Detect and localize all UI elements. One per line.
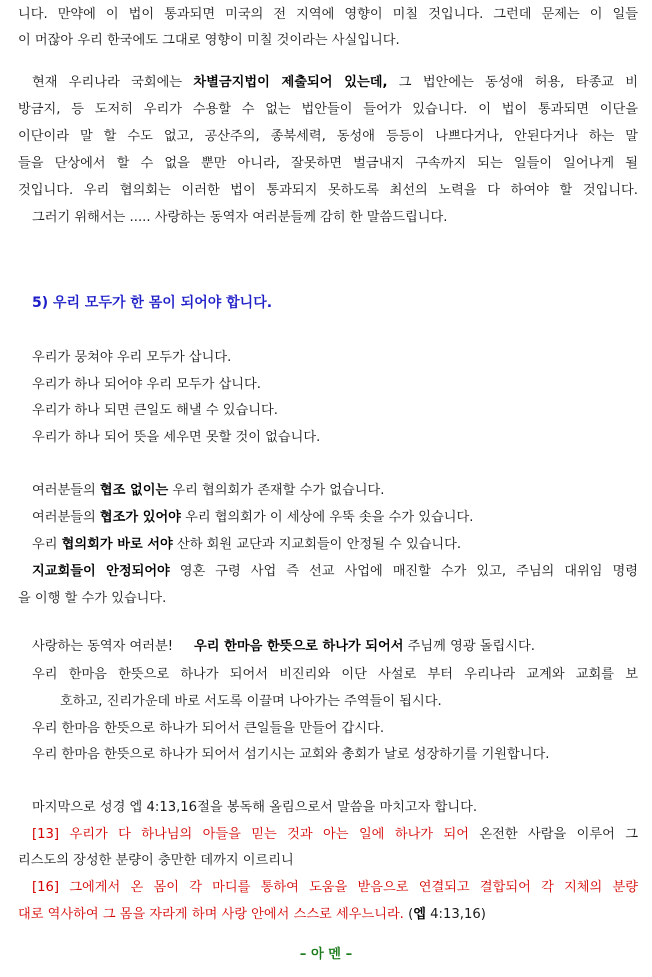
paragraph-line [32, 795, 638, 821]
section-heading: 5) 우리 모두가 한 몸이 되어야 합니다. [32, 295, 273, 311]
paragraph-line [32, 716, 638, 742]
list-item: 우리가 하나 되어야 우리 모두가 삽니다. [32, 377, 261, 392]
paragraph-line [32, 532, 638, 558]
paragraph-line [18, 586, 638, 612]
paragraph-line [18, 97, 638, 123]
verse-ref-book: 엡 [413, 907, 426, 922]
text-run: 사랑하는 동역자 여러분! [32, 639, 195, 654]
paragraph-line [32, 205, 638, 231]
text-run: 그 법안에는 동성애 허용, 타종교 비 [387, 75, 638, 90]
text-run: 주님께 영광 돌립시다. [403, 639, 535, 654]
text-run: 우리 [32, 537, 62, 552]
text-run: 리스도의 장성한 분량이 충만한 데까지 이르리니 [18, 853, 294, 868]
paragraph-line [32, 742, 638, 768]
bold-text: 협조 없이는 [99, 483, 169, 498]
text-run: 여러분들의 [32, 510, 100, 525]
text-run: 이 머잖아 우리 한국에도 그대로 영향이 미칠 것이라는 사실입니다. [18, 33, 400, 48]
text-run: 마지막으로 성경 엡 4:13,16절을 봉독해 올림으로서 말씀을 마치고자 합니다. [32, 800, 478, 815]
text-run: 현재 우리나라 국회에는 [32, 75, 194, 90]
bold-text: 차별금지법이 제출되어 있는데, [193, 75, 388, 90]
text-run: 우리 한마음 한뜻으로 하나가 되어서 비진리와 이단 사설로 부터 우리나라 교계와 교회를 보 [32, 667, 638, 682]
bold-text: 우리 한마음 한뜻으로 하나가 되어서 [194, 639, 404, 654]
text-run: 우리 협의회가 이 세상에 우뚝 솟을 수가 있습니다. [180, 510, 474, 525]
text-run: 우리 협의회가 존재할 수가 없습니다. [168, 483, 385, 498]
text-run: 들을 단상에서 할 수 없을 뿐만 아니라, 잘못하면 벌금내지 구속까지 되는 일들이 일어나게 될 [18, 156, 638, 171]
text-run: 것입니다. 우리 협의회는 이러한 법이 통과되지 못하도록 최선의 노력을 다 하여야 할 것입니다. [18, 183, 638, 198]
text-run: 방금지, 등 도저히 우리가 수용할 수 없는 법안들이 들어가 있습니다. 이 법이 통과되면 이단을 [18, 102, 638, 117]
text-run: 온전한 사람을 이루어 그 [468, 827, 638, 842]
paragraph-line [18, 28, 638, 54]
paragraph-line [18, 178, 638, 204]
paragraph-line [32, 478, 638, 504]
verse-line [18, 902, 638, 928]
verse-line [18, 848, 638, 874]
text-run: 우리 한마음 한뜻으로 하나가 되어서 섬기시는 교회와 총회가 날로 성장하기를 기원합니다. [32, 747, 550, 762]
verse-text-highlight: 우리가 다 하나님의 아들을 믿는 것과 아는 일에 하나가 되어 [69, 827, 469, 842]
list-item: 우리가 뭉쳐야 우리 모두가 삽니다. [32, 350, 232, 365]
paragraph-line [18, 124, 638, 150]
amen-closing: – 아 멘 – [299, 947, 353, 962]
bold-text: 지교회들이 안정되어야 [32, 564, 170, 579]
text-run: 호하고, 진리가운데 바로 서도록 이끌며 나아가는 주역들이 됩시다. [60, 694, 442, 709]
paragraph-line [32, 559, 638, 585]
text-run: 산하 회원 교단과 지교회들이 안정될 수 있습니다. [172, 537, 462, 552]
text-run: 이단이라 말 할 수도 없고, 공산주의, 종북세력, 동성애 등등이 나쁘다거나, 안된다거나 하는 말 [18, 129, 638, 144]
text-run: 니다. 만약에 이 법이 통과되면 미국의 전 지역에 영향이 미칠 것입니다. 그런데 문제는 이 일들 [18, 7, 638, 22]
bold-text: 협의회가 바로 서야 [61, 537, 173, 552]
text-run: 우리 한마음 한뜻으로 하나가 되어서 큰일들을 만들어 갑시다. [32, 721, 385, 736]
list-item: 우리가 하나 되면 큰일도 해낼 수 있습니다. [32, 403, 278, 418]
paragraph-line [32, 70, 638, 96]
verse-line [32, 822, 638, 848]
bold-text: 협조가 있어야 [99, 510, 181, 525]
paragraph-line [32, 634, 638, 660]
paragraph-line [18, 2, 638, 28]
paragraph-line [18, 151, 638, 177]
text-run: 영혼 구령 사업 즉 선교 사업에 매진할 수가 있고, 주님의 대위임 명령 [169, 564, 638, 579]
paragraph-line [32, 505, 638, 531]
text-run: 4:13,16) [425, 907, 486, 922]
list-item: 우리가 하나 되어 뜻을 세우면 못할 것이 없습니다. [32, 430, 321, 445]
text-run: ( [403, 907, 414, 922]
verse-line [32, 875, 638, 901]
text-run: 을 이행 할 수가 있습니다. [18, 591, 167, 606]
verse-text-highlight: 그에게서 온 몸이 각 마디를 통하여 도움을 받음으로 연결되고 결합되어 각 지체의 분량 [69, 880, 638, 895]
paragraph-line [60, 689, 638, 715]
verse-text-highlight: 대로 역사하여 그 몸을 자라게 하며 사랑 안에서 스스로 세우느니라. [18, 907, 404, 922]
verse-number: [13] [32, 827, 70, 842]
text-run: 여러분들의 [32, 483, 100, 498]
paragraph-line [32, 662, 638, 688]
verse-number: [16] [32, 880, 70, 895]
text-run: 그러기 위해서는 ..... 사랑하는 동역자 여러분들께 감히 한 말씀드립니다. [32, 210, 448, 225]
